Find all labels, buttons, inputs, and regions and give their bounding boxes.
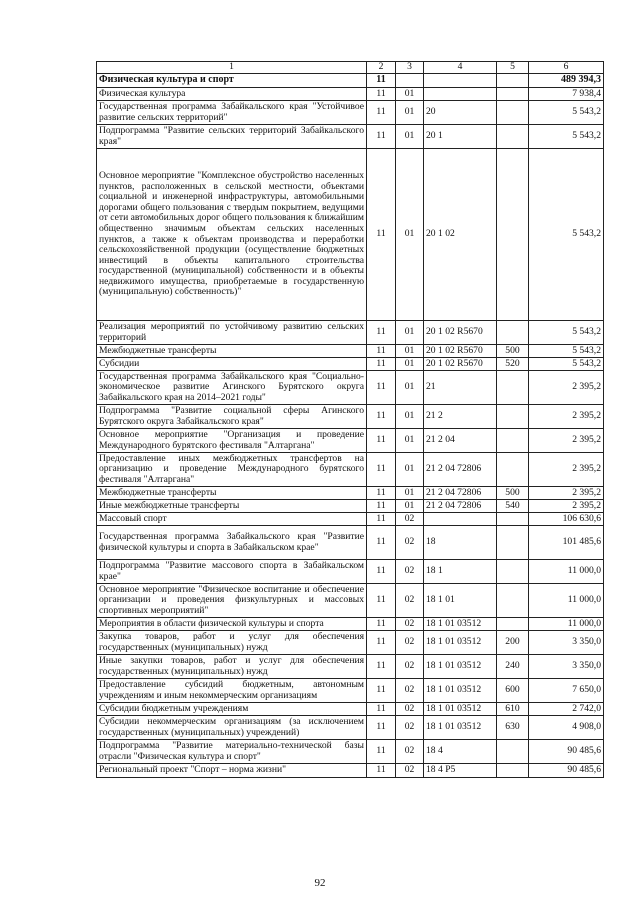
table-row [97, 405, 604, 429]
row-name: Подпрограмма "Развитие массового спорта в Забайкальском крае" [97, 560, 367, 584]
row-expense-type [497, 74, 529, 88]
header-cell: 4 [424, 62, 497, 74]
table-row [97, 371, 604, 405]
table-row [97, 618, 604, 631]
header-cell: 6 [529, 62, 604, 74]
row-expense-type: 540 [497, 500, 529, 513]
row-name: Физическая культура [97, 88, 367, 101]
row-target-article: 20 [424, 101, 497, 125]
row-expense-type: 240 [497, 655, 529, 679]
row-section-code: 11 [367, 526, 396, 560]
row-expense-type [497, 371, 529, 405]
row-amount: 2 395,2 [529, 487, 604, 500]
row-name: Основное мероприятие "Комплексное обустройство населенных пунктов, расположенных в сельской местности, объектами социальной и инженерной инфраструктуры, автомобильными дорогами общего пользования с твердым покрытием, ведущими от сети автомобильных дорог общего пользования к ближайшим общественно значимым объектам сельских населенных пунктов, а также к объектам производства и переработки сельскохозяйственной продукции (осуществление бюджетных инвестиций в объекты капитального строительства государственной (муниципальной) собственности и в объекты недвижимого имущества, приобретаемые в государственную (муниципальную) собственность)" [97, 149, 367, 321]
row-name: Государственная программа Забайкальского края "Социально-экономическое развитие Агинского Бурятского округа Забайкальского края на 2014–2021 годы" [97, 371, 367, 405]
row-target-article [424, 74, 497, 88]
row-name: Массовый спорт [97, 513, 367, 526]
row-name: Основное мероприятие "Организация и проведение Международного бурятского фестиваля "Алтаргана" [97, 429, 367, 453]
row-name: Основное мероприятие "Физическое воспитание и обеспечение организации и проведения физкультурных и массовых спортивных мероприятий" [97, 584, 367, 618]
row-expense-type [497, 584, 529, 618]
row-subsection-code: 02 [396, 513, 424, 526]
table-row [97, 125, 604, 149]
table-row [97, 88, 604, 101]
row-section-code: 11 [367, 584, 396, 618]
row-name: Государственная программа Забайкальского края "Устойчивое развитие сельских территорий" [97, 101, 367, 125]
row-amount: 2 742,0 [529, 703, 604, 716]
row-subsection-code: 01 [396, 453, 424, 487]
row-subsection-code: 01 [396, 487, 424, 500]
row-section-code: 11 [367, 125, 396, 149]
row-section-code: 11 [367, 703, 396, 716]
row-target-article: 18 [424, 526, 497, 560]
row-amount: 5 543,2 [529, 358, 604, 371]
row-name: Подпрограмма "Развитие социальной сферы Агинского Бурятского округа Забайкальского края" [97, 405, 367, 429]
row-section-code: 11 [367, 513, 396, 526]
row-target-article: 18 1 01 [424, 584, 497, 618]
row-section-code: 11 [367, 345, 396, 358]
row-target-article: 18 4 [424, 740, 497, 764]
row-section-code: 11 [367, 371, 396, 405]
row-name: Иные межбюджетные трансферты [97, 500, 367, 513]
header-cell: 2 [367, 62, 396, 74]
table-row [97, 716, 604, 740]
row-target-article [424, 513, 497, 526]
row-subsection-code: 02 [396, 584, 424, 618]
row-expense-type: 600 [497, 679, 529, 703]
table-row [97, 429, 604, 453]
row-name: Физическая культура и спорт [97, 74, 367, 88]
header-cell: 3 [396, 62, 424, 74]
row-section-code: 11 [367, 560, 396, 584]
row-amount: 2 395,2 [529, 453, 604, 487]
row-subsection-code: 02 [396, 764, 424, 778]
row-amount: 2 395,2 [529, 429, 604, 453]
row-subsection-code: 02 [396, 560, 424, 584]
row-expense-type [497, 513, 529, 526]
table-row [97, 679, 604, 703]
row-target-article [424, 88, 497, 101]
row-target-article: 18 4 P5 [424, 764, 497, 778]
row-subsection-code [396, 74, 424, 88]
row-section-code: 11 [367, 149, 396, 321]
row-amount: 11 000,0 [529, 584, 604, 618]
row-expense-type: 500 [497, 487, 529, 500]
row-section-code: 11 [367, 716, 396, 740]
row-name: Подпрограмма "Развитие сельских территорий Забайкальского края" [97, 125, 367, 149]
row-name: Субсидии бюджетным учреждениям [97, 703, 367, 716]
header-cell: 1 [97, 62, 367, 74]
row-expense-type: 500 [497, 345, 529, 358]
table-row [97, 453, 604, 487]
row-name: Закупка товаров, работ и услуг для обеспечения государственных (муниципальных) нужд [97, 631, 367, 655]
row-name: Государственная программа Забайкальского края "Развитие физической культуры и спорта в Забайкальском крае" [97, 526, 367, 560]
row-section-code: 11 [367, 679, 396, 703]
row-target-article: 20 1 02 R5670 [424, 321, 497, 345]
budget-table [96, 61, 604, 778]
row-target-article: 18 1 01 03512 [424, 655, 497, 679]
row-amount: 3 350,0 [529, 655, 604, 679]
row-expense-type [497, 560, 529, 584]
table-row [97, 584, 604, 618]
row-section-code: 11 [367, 358, 396, 371]
row-amount: 2 395,2 [529, 405, 604, 429]
row-expense-type [497, 125, 529, 149]
row-expense-type [497, 149, 529, 321]
row-amount: 2 395,2 [529, 500, 604, 513]
row-amount: 11 000,0 [529, 560, 604, 584]
row-target-article: 18 1 01 03512 [424, 631, 497, 655]
row-target-article: 21 2 04 72806 [424, 453, 497, 487]
row-expense-type [497, 740, 529, 764]
row-section-code: 11 [367, 405, 396, 429]
row-target-article: 21 2 04 72806 [424, 487, 497, 500]
row-target-article: 18 1 01 03512 [424, 703, 497, 716]
table-row [97, 631, 604, 655]
row-expense-type: 520 [497, 358, 529, 371]
row-subsection-code: 01 [396, 88, 424, 101]
table-row [97, 345, 604, 358]
row-expense-type: 630 [497, 716, 529, 740]
row-section-code: 11 [367, 655, 396, 679]
row-section-code: 11 [367, 429, 396, 453]
row-expense-type [497, 321, 529, 345]
row-target-article: 18 1 01 03512 [424, 618, 497, 631]
row-target-article: 18 1 01 03512 [424, 679, 497, 703]
row-expense-type: 200 [497, 631, 529, 655]
row-expense-type [497, 764, 529, 778]
row-subsection-code: 01 [396, 345, 424, 358]
row-target-article: 20 1 [424, 125, 497, 149]
row-section-code: 11 [367, 88, 396, 101]
table-row [97, 655, 604, 679]
table-row [97, 513, 604, 526]
row-amount: 3 350,0 [529, 631, 604, 655]
row-name: Межбюджетные трансферты [97, 345, 367, 358]
row-section-code: 11 [367, 101, 396, 125]
row-name: Подпрограмма "Развитие материально-технической базы отрасли "Физическая культура и спорт" [97, 740, 367, 764]
row-amount: 90 485,6 [529, 764, 604, 778]
row-name: Субсидии [97, 358, 367, 371]
row-section-code: 11 [367, 631, 396, 655]
row-amount: 2 395,2 [529, 371, 604, 405]
page-number: 92 [314, 877, 326, 889]
row-subsection-code: 01 [396, 500, 424, 513]
row-amount: 7 938,4 [529, 88, 604, 101]
table-row [97, 358, 604, 371]
row-target-article: 18 1 01 03512 [424, 716, 497, 740]
row-expense-type [497, 88, 529, 101]
row-section-code: 11 [367, 764, 396, 778]
table-row [97, 74, 604, 88]
table-row [97, 149, 604, 321]
row-subsection-code: 02 [396, 618, 424, 631]
row-subsection-code: 01 [396, 371, 424, 405]
row-amount: 4 908,0 [529, 716, 604, 740]
header-cell: 5 [497, 62, 529, 74]
row-target-article: 18 1 [424, 560, 497, 584]
row-expense-type [497, 526, 529, 560]
table-row [97, 526, 604, 560]
row-name: Региональный проект "Спорт – норма жизни" [97, 764, 367, 778]
row-subsection-code: 02 [396, 631, 424, 655]
row-expense-type [497, 618, 529, 631]
row-subsection-code: 01 [396, 101, 424, 125]
row-name: Реализация мероприятий по устойчивому развитию сельских территорий [97, 321, 367, 345]
row-amount: 5 543,2 [529, 345, 604, 358]
table-row [97, 321, 604, 345]
row-subsection-code: 02 [396, 703, 424, 716]
row-subsection-code: 01 [396, 321, 424, 345]
row-name: Предоставление субсидий бюджетным, автономным учреждениям и иным некоммерческим организациям [97, 679, 367, 703]
row-section-code: 11 [367, 321, 396, 345]
row-subsection-code: 02 [396, 679, 424, 703]
row-section-code: 11 [367, 500, 396, 513]
row-subsection-code: 02 [396, 655, 424, 679]
table-row [97, 740, 604, 764]
row-name: Субсидии некоммерческим организациям (за исключением государственных (муниципальных) учреждений) [97, 716, 367, 740]
row-expense-type [497, 405, 529, 429]
row-subsection-code: 02 [396, 740, 424, 764]
row-name: Мероприятия в области физической культуры и спорта [97, 618, 367, 631]
row-subsection-code: 02 [396, 526, 424, 560]
row-target-article: 21 2 04 72806 [424, 500, 497, 513]
row-section-code: 11 [367, 453, 396, 487]
row-amount: 106 630,6 [529, 513, 604, 526]
row-name: Предоставление иных межбюджетных трансфертов на организацию и проведение Международного бурятского фестиваля "Алтаргана" [97, 453, 367, 487]
row-target-article: 20 1 02 R5670 [424, 358, 497, 371]
table-row [97, 560, 604, 584]
table-row [97, 703, 604, 716]
row-amount: 101 485,6 [529, 526, 604, 560]
row-section-code: 11 [367, 740, 396, 764]
row-target-article: 21 [424, 371, 497, 405]
row-amount: 5 543,2 [529, 125, 604, 149]
row-expense-type [497, 453, 529, 487]
row-amount: 7 650,0 [529, 679, 604, 703]
row-subsection-code: 02 [396, 716, 424, 740]
row-target-article: 20 1 02 R5670 [424, 345, 497, 358]
table-header-row [97, 62, 604, 74]
table-row [97, 101, 604, 125]
row-section-code: 11 [367, 74, 396, 88]
row-name: Иные закупки товаров, работ и услуг для обеспечения государственных (муниципальных) нужд [97, 655, 367, 679]
row-amount: 11 000,0 [529, 618, 604, 631]
row-amount: 489 394,3 [529, 74, 604, 88]
table-row [97, 500, 604, 513]
row-amount: 90 485,6 [529, 740, 604, 764]
row-expense-type [497, 101, 529, 125]
row-section-code: 11 [367, 618, 396, 631]
row-subsection-code: 01 [396, 405, 424, 429]
table-row [97, 764, 604, 778]
row-expense-type [497, 429, 529, 453]
row-target-article: 21 2 04 [424, 429, 497, 453]
row-section-code: 11 [367, 487, 396, 500]
row-target-article: 21 2 [424, 405, 497, 429]
row-subsection-code: 01 [396, 149, 424, 321]
row-expense-type: 610 [497, 703, 529, 716]
row-subsection-code: 01 [396, 429, 424, 453]
row-amount: 5 543,2 [529, 149, 604, 321]
row-subsection-code: 01 [396, 358, 424, 371]
row-target-article: 20 1 02 [424, 149, 497, 321]
row-amount: 5 543,2 [529, 321, 604, 345]
row-name: Межбюджетные трансферты [97, 487, 367, 500]
row-amount: 5 543,2 [529, 101, 604, 125]
row-subsection-code: 01 [396, 125, 424, 149]
table-row [97, 487, 604, 500]
